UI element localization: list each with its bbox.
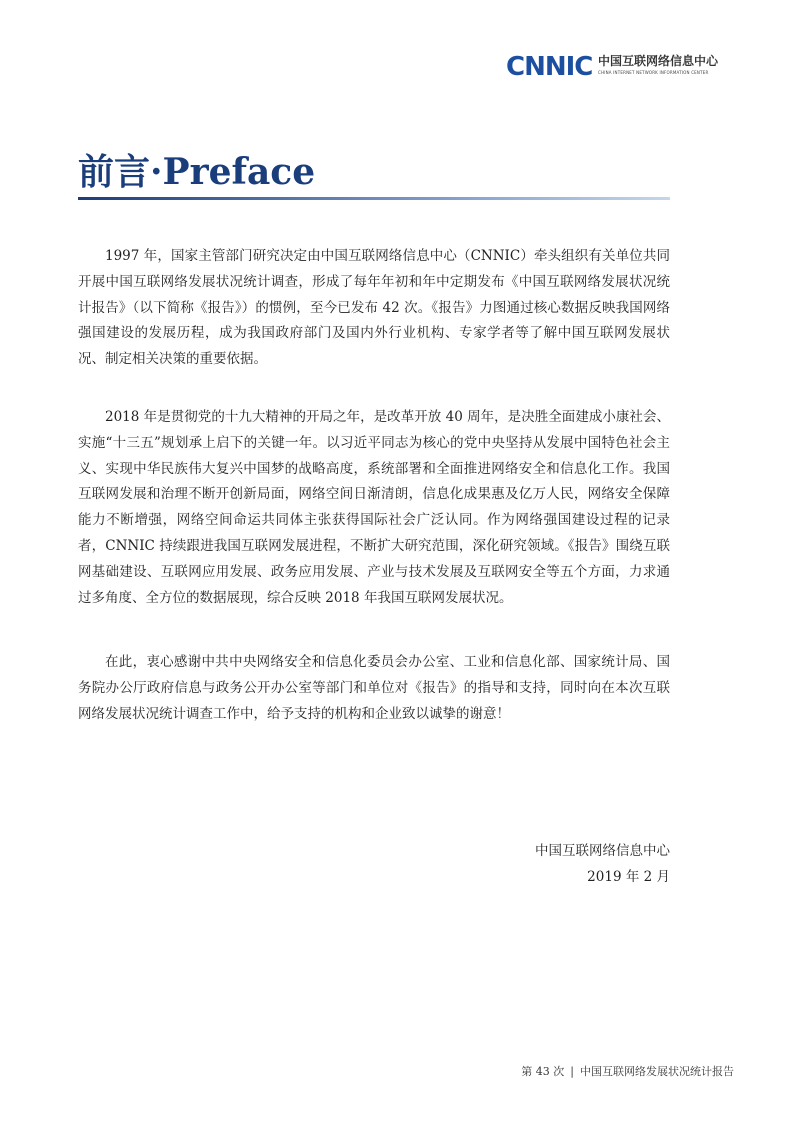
logo-chinese-name: 中国互联网络信息中心 (598, 54, 719, 68)
page-footer (521, 1063, 734, 1079)
paragraph-history: 1997 年，国家主管部门研究决定由中国互联网络信息中心（CNNIC）牵头组织有关单位共同开展中国互联网络发展状况统计调查，形成了每年年初和年中定期发布《中国互联网络发展状况统计报告》（以下简称《报告》）的惯例，至今已发布 42 次。《报告》力图通过核心数据反映我国网络强国建设的发展历程，成为我国政府部门及国内外行业机构、专家学者等了解中国互联网发展状况、制定相关决策的重要依据。 (78, 248, 670, 368)
logo-mark: CNNIC (506, 52, 593, 82)
cnnic-logo (506, 52, 736, 82)
logo-english-name: CHINA INTERNET NETWORK INFORMATION CENTER (598, 70, 709, 75)
title-underline (78, 197, 670, 200)
paragraph-2018-overview: 2018 年是贯彻党的十九大精神的开局之年，是改革开放 40 周年，是决胜全面建成小康社会、实施“十三五”规划承上启下的关键一年。以习近平同志为核心的党中央坚持从发展中国特色社会主义、实现中华民族伟大复兴中国梦的战略高度，系统部署和全面推进网络安全和信息化工作。我国互联网发展和治理不断开创新局面，网络空间日渐清朗，信息化成果惠及亿万人民，网络安全保障能力不断增强，网络空间命运共同体主张获得国际社会广泛认同。作为网络强国建设过程的记录者，CNNIC 持续跟进我国互联网发展进程，不断扩大研究范围，深化研究领域。《报告》围绕互联网基础建设、互联网应用发展、政务应用发展、产业与技术发展及互联网安全等五个方面，力求通过多角度、全方位的数据展现，综合反映 2018 年我国互联网发展状况。 (78, 409, 670, 606)
footer-issue: 第 43 次 (521, 1065, 565, 1078)
paragraph-acknowledgement: 在此，衷心感谢中共中央网络安全和信息化委员会办公室、工业和信息化部、国家统计局、国务院办公厅政府信息与政务公开办公室等部门和单位对《报告》的指导和支持，同时向在本次互联网络发展状况统计调查工作中，给予支持的机构和企业致以诚挚的谢意！ (78, 654, 670, 722)
signature-date: 2019 年 2 月 (587, 869, 670, 885)
footer-report-name: 中国互联网络发展状况统计报告 (580, 1065, 734, 1078)
signature-organization: 中国互联网络信息中心 (535, 843, 670, 859)
page-title: 前言·Preface (78, 151, 316, 193)
footer-separator: | (570, 1065, 574, 1078)
